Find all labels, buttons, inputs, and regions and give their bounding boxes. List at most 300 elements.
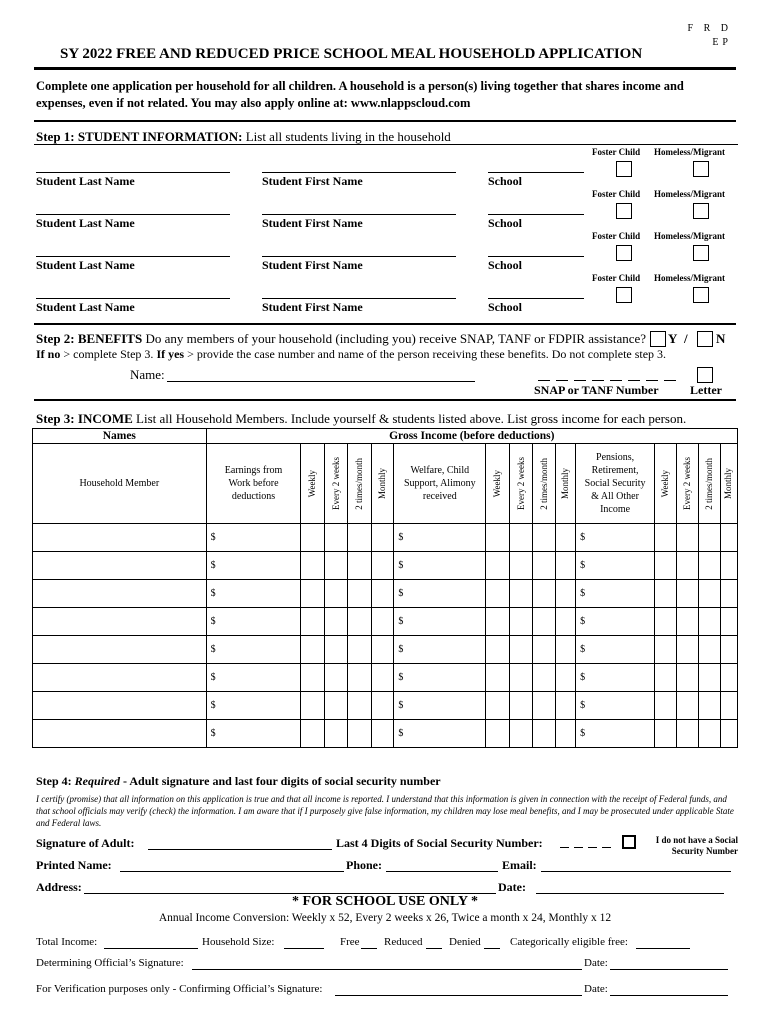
welfare-frequency-checkbox[interactable] [533,692,556,720]
school-field-3[interactable] [488,256,584,257]
determining-date-field[interactable] [610,969,728,970]
welfare-amount-cell[interactable] [394,524,486,552]
dollar-sign: $ [398,672,404,683]
pensions-frequency-checkbox[interactable] [655,608,677,636]
dollar-sign: $ [580,644,586,655]
verification-date-label: Date: [584,983,608,995]
reduced-label: Reduced [384,936,423,948]
benefits-yes-checkbox[interactable] [650,331,666,347]
homeless-checkbox-2[interactable] [693,203,709,219]
earnings-frequency-checkbox[interactable] [372,524,394,552]
welfare-frequency-checkbox[interactable] [486,720,510,748]
snap-digit-1[interactable] [538,380,550,381]
snap-digit-4[interactable] [592,380,604,381]
homeless-checkbox-4[interactable] [693,287,709,303]
household-member-cell[interactable] [33,552,207,580]
table-row [33,720,738,748]
student-first-name-label-4: Student First Name [262,300,363,314]
welfare-frequency-checkbox[interactable] [486,580,510,608]
ssn-digit-2[interactable] [574,847,583,848]
earnings-frequency-checkbox[interactable] [325,664,348,692]
dollar-sign: $ [210,560,216,571]
names-header: Names [33,429,207,444]
income-table [32,428,738,748]
benefit-name-field[interactable] [167,381,475,382]
earnings-frequency-checkbox[interactable] [372,692,394,720]
pensions-frequency-checkbox[interactable] [720,720,737,748]
pensions-frequency-checkbox[interactable] [655,524,677,552]
welfare-frequency-checkbox[interactable] [510,720,533,748]
earnings-frequency-checkbox[interactable] [348,552,372,580]
school-use-title: * FOR SCHOOL USE ONLY * [291,894,479,909]
earnings-frequency-checkbox[interactable] [301,636,325,664]
earnings-frequency-checkbox[interactable] [348,664,372,692]
step4-text: - Adult signature and last four digits of social security number [120,774,441,788]
welfare-amount-cell[interactable] [394,608,486,636]
student-last-name-label-3: Student Last Name [36,258,135,272]
welfare-frequency-checkbox[interactable] [556,608,576,636]
student-last-name-field-1[interactable] [36,172,230,173]
welfare-frequency-checkbox[interactable] [510,664,533,692]
earnings-monthly-header [372,444,394,524]
welfare-frequency-checkbox[interactable] [533,524,556,552]
dollar-sign: $ [210,532,216,543]
welfare-biweekly-header [510,444,533,524]
foster-checkbox-1[interactable] [616,161,632,177]
letter-checkbox[interactable] [697,367,713,383]
welfare-frequency-checkbox[interactable] [533,580,556,608]
earnings-frequency-checkbox[interactable] [348,524,372,552]
school-label-2: School [488,216,523,230]
frequency-label: 2 times/month [538,457,549,510]
welfare-amount-cell[interactable] [394,636,486,664]
ssn-digit-4[interactable] [602,847,611,848]
earnings-frequency-checkbox[interactable] [301,720,325,748]
pensions-frequency-checkbox[interactable] [720,608,737,636]
pensions-frequency-checkbox[interactable] [720,552,737,580]
pensions-amount-cell[interactable] [576,608,655,636]
categorical-field[interactable] [636,948,690,949]
pensions-frequency-checkbox[interactable] [677,664,699,692]
verification-label: For Verification purposes only - Confirming Official’s Signature: [36,983,323,995]
earnings-frequency-checkbox[interactable] [301,524,325,552]
phone-field[interactable] [386,871,498,872]
welfare-frequency-checkbox[interactable] [486,664,510,692]
student-last-name-field-4[interactable] [36,298,230,299]
homeless-header-4: Homeless/Migrant [654,273,725,283]
school-field-2[interactable] [488,214,584,215]
earnings-frequency-checkbox[interactable] [325,552,348,580]
student-first-name-field-4[interactable] [262,298,456,299]
pensions-frequency-checkbox[interactable] [698,524,720,552]
address-label: Address: [36,880,82,894]
snap-digit-8[interactable] [664,380,676,381]
welfare-frequency-checkbox[interactable] [556,580,576,608]
phone-label: Phone: [346,858,382,872]
earnings-frequency-checkbox[interactable] [372,664,394,692]
earnings-frequency-checkbox[interactable] [348,608,372,636]
snap-digit-6[interactable] [628,380,640,381]
foster-checkbox-2[interactable] [616,203,632,219]
foster-checkbox-4[interactable] [616,287,632,303]
pensions-frequency-checkbox[interactable] [677,636,699,664]
dollar-sign: $ [210,588,216,599]
welfare-frequency-checkbox[interactable] [486,692,510,720]
ssn-label: Last 4 Digits of Social Security Number: [336,836,543,850]
earnings-frequency-checkbox[interactable] [348,636,372,664]
household-member-cell[interactable] [33,524,207,552]
pensions-frequency-checkbox[interactable] [655,636,677,664]
snap-number-label: SNAP or TANF Number [534,383,659,397]
no-ssn-checkbox[interactable] [622,835,636,849]
welfare-frequency-checkbox[interactable] [510,692,533,720]
printed-name-field[interactable] [120,871,344,872]
dollar-sign: $ [580,728,586,739]
earnings-frequency-checkbox[interactable] [372,552,394,580]
pensions-amount-cell[interactable] [576,720,655,748]
no-label: N [716,331,726,346]
frequency-label: Every 2 weeks [515,457,526,510]
step2-rule [34,323,736,325]
earnings-header: Earnings from Work before deductions [206,444,301,524]
student-first-name-label-1: Student First Name [262,174,363,188]
pensions-amount-cell[interactable] [576,580,655,608]
pensions-amount-cell[interactable] [576,692,655,720]
pensions-frequency-checkbox[interactable] [720,692,737,720]
welfare-amount-cell[interactable] [394,552,486,580]
school-field-4[interactable] [488,298,584,299]
earnings-biweekly-header [325,444,348,524]
intro-rule [34,120,736,122]
pensions-frequency-checkbox[interactable] [698,580,720,608]
step4-heading [36,774,441,789]
welfare-frequency-checkbox[interactable] [556,636,576,664]
determining-official-field[interactable] [192,969,582,970]
student-last-name-label-1: Student Last Name [36,174,135,188]
pensions-frequency-checkbox[interactable] [698,636,720,664]
homeless-header-1: Homeless/Migrant [654,147,725,157]
school-label-1: School [488,174,523,188]
welfare-amount-cell[interactable] [394,692,486,720]
if-yes-label: If yes [156,347,185,361]
yes-no-slash: / [684,331,688,346]
welfare-frequency-checkbox[interactable] [486,608,510,636]
step4-label: Step 4: [36,774,75,788]
earnings-frequency-checkbox[interactable] [325,636,348,664]
determining-official-label: Determining Official’s Signature: [36,957,184,969]
pensions-biweekly-header [677,444,699,524]
pensions-frequency-checkbox[interactable] [655,720,677,748]
earnings-frequency-checkbox[interactable] [301,608,325,636]
welfare-frequency-checkbox[interactable] [556,524,576,552]
dollar-sign: $ [398,560,404,571]
pensions-frequency-checkbox[interactable] [677,692,699,720]
form-code [688,22,732,50]
welfare-frequency-checkbox[interactable] [556,692,576,720]
pensions-frequency-checkbox[interactable] [677,552,699,580]
table-row [33,552,738,580]
email-label: Email: [502,858,537,872]
step3-heading [36,411,686,427]
denied-field[interactable] [484,948,500,949]
signature-label: Signature of Adult: [36,836,135,850]
welfare-monthly-header [556,444,576,524]
pensions-amount-cell[interactable] [576,552,655,580]
welfare-amount-cell[interactable] [394,720,486,748]
earnings-amount-cell[interactable] [206,636,301,664]
total-income-label: Total Income: [36,936,98,948]
student-first-name-field-1[interactable] [262,172,456,173]
earnings-frequency-checkbox[interactable] [325,524,348,552]
earnings-frequency-checkbox[interactable] [301,552,325,580]
welfare-frequency-checkbox[interactable] [533,608,556,636]
earnings-amount-cell[interactable] [206,664,301,692]
earnings-amount-cell[interactable] [206,580,301,608]
pensions-frequency-checkbox[interactable] [677,720,699,748]
dollar-sign: $ [398,728,404,739]
snap-digit-2[interactable] [556,380,568,381]
household-member-cell[interactable] [33,664,207,692]
dollar-sign: $ [210,700,216,711]
pensions-frequency-checkbox[interactable] [720,524,737,552]
determining-date-label: Date: [584,957,608,969]
frequency-label: Weekly [660,469,671,498]
denied-label: Denied [449,936,481,948]
if-no-text: > complete Step 3. [60,347,157,361]
earnings-frequency-checkbox[interactable] [372,720,394,748]
earnings-weekly-header [301,444,325,524]
page-title: SY 2022 FREE AND REDUCED PRICE SCHOOL MEAL HOUSEHOLD APPLICATION [60,46,643,62]
pensions-weekly-header [655,444,677,524]
income-conversion: Annual Income Conversion: Weekly x 52, Every 2 weeks x 26, Twice a month x 24, Monthly x 12 [158,912,612,924]
student-first-name-field-3[interactable] [262,256,456,257]
frequency-label: 2 times/month [703,457,714,510]
reduced-field[interactable] [426,948,442,949]
ssn-digit-1[interactable] [560,847,569,848]
welfare-weekly-header [486,444,510,524]
household-member-cell[interactable] [33,580,207,608]
frequency-label: Weekly [492,469,503,498]
step1-rule [34,144,738,145]
certification-text: I certify (promise) that all information on this application is true and that all income is reported. I understand that this information is given in connection with the receipt of Federal funds, and that school officials may verify (check) the information. I am aware that if I purposely give false information, my children may lose meal benefits, and I may be prosecuted under applicable State and Federal laws. [36,794,734,828]
welfare-twice-monthly-header [533,444,556,524]
household-member-cell[interactable] [33,608,207,636]
categorical-label: Categorically eligible free: [510,936,628,948]
student-first-name-field-2[interactable] [262,214,456,215]
step1-label: Step 1: STUDENT INFORMATION: [36,129,243,144]
dollar-sign: $ [580,560,586,571]
yes-label: Y [668,331,678,346]
table-row [33,636,738,664]
printed-name-label: Printed Name: [36,858,112,872]
student-last-name-field-3[interactable] [36,256,230,257]
pensions-frequency-checkbox[interactable] [698,720,720,748]
pensions-frequency-checkbox[interactable] [677,608,699,636]
ssn-digit-3[interactable] [588,847,597,848]
table-row [33,608,738,636]
dollar-sign: $ [398,700,404,711]
pensions-frequency-checkbox[interactable] [698,552,720,580]
frequency-label: Monthly [377,467,388,499]
welfare-header: Welfare, Child Support, Alimony received [394,444,486,524]
welfare-frequency-checkbox[interactable] [556,664,576,692]
gross-income-header: Gross Income (before deductions) [206,429,737,444]
date-label: Date: [498,880,526,894]
welfare-frequency-checkbox[interactable] [533,720,556,748]
welfare-frequency-checkbox[interactable] [533,552,556,580]
welfare-frequency-checkbox[interactable] [486,636,510,664]
welfare-frequency-checkbox[interactable] [510,580,533,608]
welfare-frequency-checkbox[interactable] [533,636,556,664]
step1-heading [36,129,451,145]
welfare-amount-cell[interactable] [394,664,486,692]
dollar-sign: $ [580,700,586,711]
dollar-sign: $ [580,672,586,683]
school-label-4: School [488,300,523,314]
dollar-sign: $ [580,616,586,627]
snap-digit-3[interactable] [574,380,586,381]
dollar-sign: $ [210,672,216,683]
pensions-frequency-checkbox[interactable] [677,524,699,552]
earnings-frequency-checkbox[interactable] [372,580,394,608]
no-ssn-label: I do not have a Social Security Number [655,835,738,856]
earnings-frequency-checkbox[interactable] [372,608,394,636]
letter-label: Letter [690,383,722,397]
dollar-sign: $ [210,728,216,739]
welfare-frequency-checkbox[interactable] [510,524,533,552]
pensions-amount-cell[interactable] [576,664,655,692]
foster-header-2: Foster Child [592,189,641,199]
step2-heading [36,331,646,347]
pensions-frequency-checkbox[interactable] [655,552,677,580]
earnings-amount-cell[interactable] [206,524,301,552]
student-first-name-label-2: Student First Name [262,216,363,230]
dollar-sign: $ [398,588,404,599]
household-size-field[interactable] [284,948,324,949]
household-member-header: Household Member [33,444,207,524]
pensions-frequency-checkbox[interactable] [655,580,677,608]
earnings-frequency-checkbox[interactable] [348,720,372,748]
student-last-name-label-2: Student Last Name [36,216,135,230]
household-member-cell[interactable] [33,692,207,720]
pensions-frequency-checkbox[interactable] [720,636,737,664]
dollar-sign: $ [210,644,216,655]
pensions-frequency-checkbox[interactable] [720,664,737,692]
student-last-name-label-4: Student Last Name [36,300,135,314]
earnings-frequency-checkbox[interactable] [301,692,325,720]
earnings-frequency-checkbox[interactable] [325,608,348,636]
pensions-amount-cell[interactable] [576,636,655,664]
benefit-name-label: Name: [130,367,165,382]
student-first-name-label-3: Student First Name [262,258,363,272]
snap-digit-7[interactable] [646,380,658,381]
welfare-frequency-checkbox[interactable] [486,552,510,580]
pensions-twice-monthly-header [698,444,720,524]
table-row [33,664,738,692]
earnings-amount-cell[interactable] [206,692,301,720]
frequency-label: Every 2 weeks [330,457,341,510]
welfare-frequency-checkbox[interactable] [510,608,533,636]
earnings-amount-cell[interactable] [206,552,301,580]
table-row [33,692,738,720]
step2-label: Step 2: BENEFITS [36,331,143,346]
pensions-monthly-header [720,444,737,524]
dollar-sign: $ [398,532,404,543]
welfare-frequency-checkbox[interactable] [510,552,533,580]
earnings-frequency-checkbox[interactable] [325,720,348,748]
pensions-frequency-checkbox[interactable] [677,580,699,608]
step3-label: Step 3: INCOME [36,411,133,426]
welfare-frequency-checkbox[interactable] [486,524,510,552]
earnings-frequency-checkbox[interactable] [372,636,394,664]
free-field[interactable] [361,948,377,949]
earnings-frequency-checkbox[interactable] [301,664,325,692]
pensions-frequency-checkbox[interactable] [720,580,737,608]
dollar-sign: $ [398,616,404,627]
dollar-sign: $ [398,644,404,655]
earnings-frequency-checkbox[interactable] [301,580,325,608]
student-last-name-field-2[interactable] [36,214,230,215]
step3-text: List all Household Members. Include yourself & students listed above. List gross income for each person. [132,411,687,426]
household-member-cell[interactable] [33,636,207,664]
pensions-frequency-checkbox[interactable] [655,664,677,692]
earnings-frequency-checkbox[interactable] [325,692,348,720]
verification-signature-field[interactable] [335,995,582,996]
welfare-frequency-checkbox[interactable] [533,664,556,692]
welfare-amount-cell[interactable] [394,580,486,608]
email-field[interactable] [541,871,731,872]
earnings-amount-cell[interactable] [206,720,301,748]
frequency-label: 2 times/month [354,457,365,510]
foster-header-1: Foster Child [592,147,641,157]
earnings-amount-cell[interactable] [206,608,301,636]
pensions-frequency-checkbox[interactable] [698,664,720,692]
step4-required: Required [74,774,121,788]
pensions-frequency-checkbox[interactable] [698,692,720,720]
benefits-no-checkbox[interactable] [697,331,713,347]
form-code-line2: EP [712,37,732,48]
pensions-amount-cell[interactable] [576,524,655,552]
welfare-frequency-checkbox[interactable] [556,720,576,748]
earnings-frequency-checkbox[interactable] [348,692,372,720]
form-code-line1: F R D [687,23,732,34]
welfare-frequency-checkbox[interactable] [556,552,576,580]
frequency-label: Monthly [723,467,734,499]
earnings-frequency-checkbox[interactable] [325,580,348,608]
foster-checkbox-3[interactable] [616,245,632,261]
pensions-header: Pensions, Retirement, Social Security & All Other Income [576,444,655,524]
total-income-field[interactable] [104,948,198,949]
school-label-3: School [488,258,523,272]
earnings-frequency-checkbox[interactable] [348,580,372,608]
snap-digit-5[interactable] [610,380,622,381]
title-rule [34,67,736,70]
homeless-checkbox-3[interactable] [693,245,709,261]
pensions-frequency-checkbox[interactable] [655,692,677,720]
intro-text: Complete one application per household for all children. A household is a person(s) living together that shares income and expenses, even if not related. You may also apply online at: www.nlappscloud.com [36,79,684,110]
household-member-cell[interactable] [33,720,207,748]
pensions-frequency-checkbox[interactable] [698,608,720,636]
school-field-1[interactable] [488,172,584,173]
frequency-label: Every 2 weeks [681,457,692,510]
homeless-checkbox-1[interactable] [693,161,709,177]
verification-date-field[interactable] [610,995,728,996]
step1-text: List all students living in the household [242,129,451,144]
table-row [33,524,738,552]
step2-question: Do any members of your household (including you) receive SNAP, TANF or FDPIR assistance? [142,331,647,346]
welfare-frequency-checkbox[interactable] [510,636,533,664]
signature-field[interactable] [148,849,332,850]
